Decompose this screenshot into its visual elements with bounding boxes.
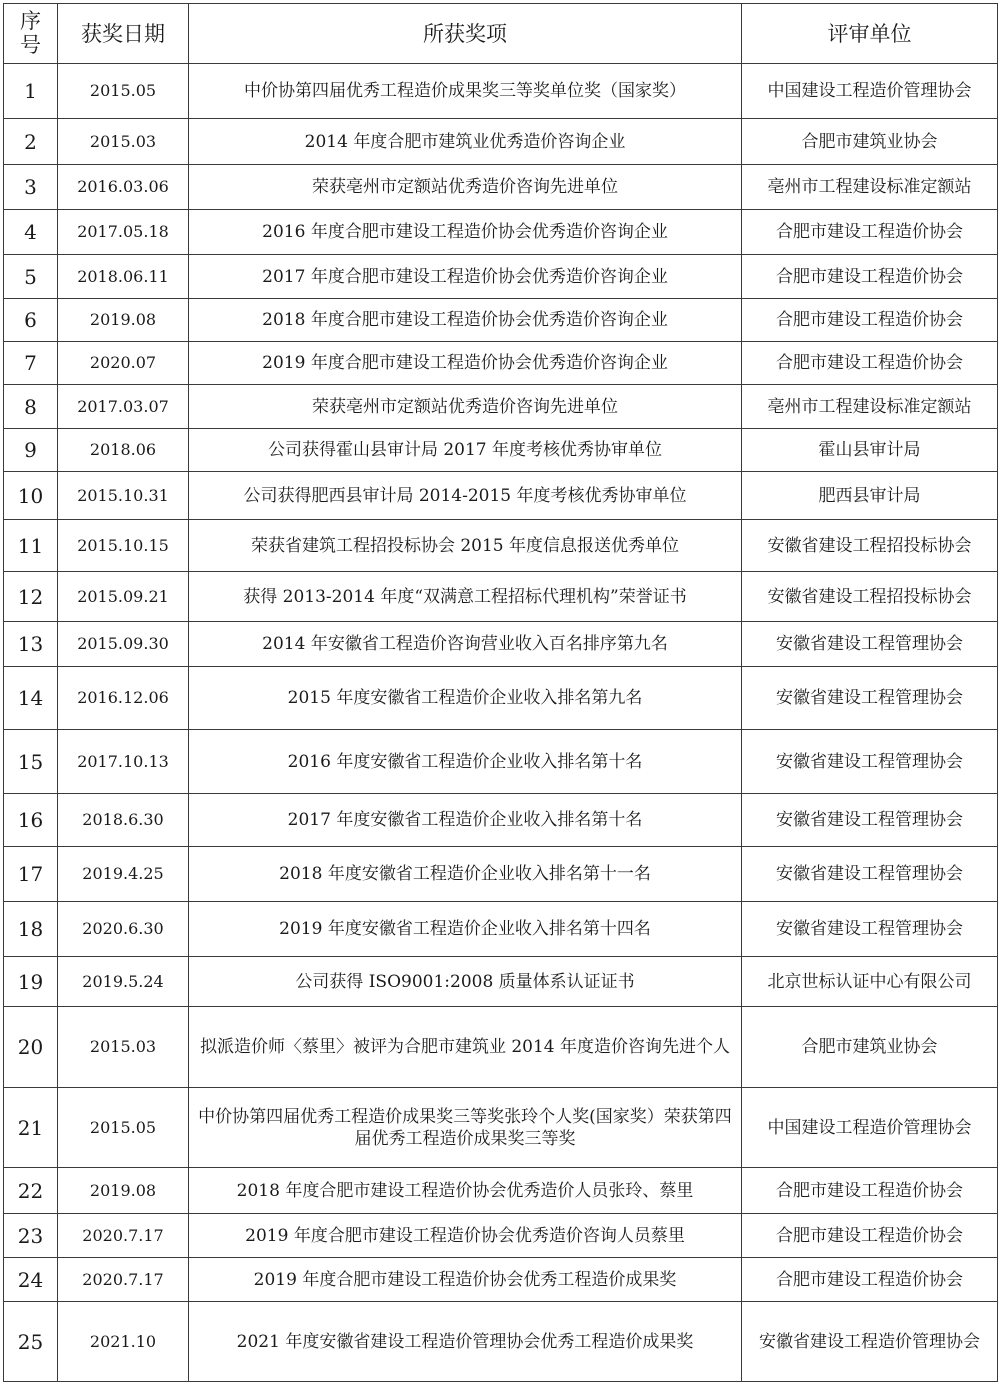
award-date: 2019.5.24 bbox=[58, 957, 189, 1007]
table-row bbox=[4, 667, 998, 730]
award-date: 2019.08 bbox=[58, 1168, 189, 1214]
row-number: 23 bbox=[4, 1214, 58, 1258]
award-name: 荣获省建筑工程招投标协会 2015 年度信息报送优秀单位 bbox=[189, 520, 742, 572]
table-row bbox=[4, 622, 998, 667]
award-date: 2017.05.18 bbox=[58, 210, 189, 255]
table-body bbox=[4, 64, 998, 1382]
award-name: 荣获亳州市定额站优秀造价咨询先进单位 bbox=[189, 165, 742, 210]
award-name: 2015 年度安徽省工程造价企业收入排名第九名 bbox=[189, 667, 742, 730]
award-date: 2021.10 bbox=[58, 1302, 189, 1382]
award-date: 2015.03 bbox=[58, 1007, 189, 1088]
award-name: 2019 年度合肥市建设工程造价协会优秀工程造价成果奖 bbox=[189, 1258, 742, 1302]
table-row bbox=[4, 119, 998, 165]
award-name: 2016 年度安徽省工程造价企业收入排名第十名 bbox=[189, 730, 742, 794]
header-award: 所获奖项 bbox=[189, 4, 742, 64]
table-row bbox=[4, 472, 998, 520]
award-name: 2014 年安徽省工程造价咨询营业收入百名排序第九名 bbox=[189, 622, 742, 667]
award-name: 2019 年度安徽省工程造价企业收入排名第十四名 bbox=[189, 902, 742, 957]
review-organization: 安徽省建设工程管理协会 bbox=[742, 794, 998, 847]
table-row bbox=[4, 255, 998, 299]
award-date: 2018.6.30 bbox=[58, 794, 189, 847]
review-organization: 合肥市建设工程造价协会 bbox=[742, 210, 998, 255]
review-organization: 合肥市建设工程造价协会 bbox=[742, 1214, 998, 1258]
table-row bbox=[4, 385, 998, 429]
award-date: 2017.10.13 bbox=[58, 730, 189, 794]
review-organization: 亳州市工程建设标准定额站 bbox=[742, 385, 998, 429]
awards-table bbox=[3, 3, 998, 1382]
award-name: 2014 年度合肥市建筑业优秀造价咨询企业 bbox=[189, 119, 742, 165]
award-date: 2015.10.15 bbox=[58, 520, 189, 572]
review-organization: 合肥市建设工程造价协会 bbox=[742, 299, 998, 342]
table-row bbox=[4, 1168, 998, 1214]
row-number: 11 bbox=[4, 520, 58, 572]
award-name: 中价协第四届优秀工程造价成果奖三等奖单位奖（国家奖） bbox=[189, 64, 742, 119]
table-row bbox=[4, 1088, 998, 1168]
review-organization: 合肥市建设工程造价协会 bbox=[742, 1258, 998, 1302]
review-organization: 合肥市建筑业协会 bbox=[742, 119, 998, 165]
award-name: 2017 年度合肥市建设工程造价协会优秀造价咨询企业 bbox=[189, 255, 742, 299]
table-row bbox=[4, 429, 998, 472]
row-number: 6 bbox=[4, 299, 58, 342]
review-organization: 合肥市建设工程造价协会 bbox=[742, 342, 998, 385]
header-no: 序号 bbox=[4, 4, 58, 64]
award-name: 公司获得霍山县审计局 2017 年度考核优秀协审单位 bbox=[189, 429, 742, 472]
table-row bbox=[4, 1007, 998, 1088]
header-date: 获奖日期 bbox=[58, 4, 189, 64]
award-date: 2016.12.06 bbox=[58, 667, 189, 730]
row-number: 19 bbox=[4, 957, 58, 1007]
award-date: 2019.4.25 bbox=[58, 847, 189, 902]
award-name: 荣获亳州市定额站优秀造价咨询先进单位 bbox=[189, 385, 742, 429]
review-organization: 合肥市建设工程造价协会 bbox=[742, 255, 998, 299]
review-organization: 安徽省建设工程管理协会 bbox=[742, 730, 998, 794]
review-organization: 安徽省建设工程造价管理协会 bbox=[742, 1302, 998, 1382]
award-date: 2016.03.06 bbox=[58, 165, 189, 210]
award-name: 公司获得肥西县审计局 2014-2015 年度考核优秀协审单位 bbox=[189, 472, 742, 520]
row-number: 7 bbox=[4, 342, 58, 385]
row-number: 21 bbox=[4, 1088, 58, 1168]
award-name: 2019 年度合肥市建设工程造价协会优秀造价咨询企业 bbox=[189, 342, 742, 385]
award-date: 2015.09.30 bbox=[58, 622, 189, 667]
award-date: 2020.07 bbox=[58, 342, 189, 385]
row-number: 10 bbox=[4, 472, 58, 520]
review-organization: 安徽省建设工程招投标协会 bbox=[742, 520, 998, 572]
row-number: 9 bbox=[4, 429, 58, 472]
award-name: 拟派造价师〈蔡里〉被评为合肥市建筑业 2014 年度造价咨询先进个人 bbox=[189, 1007, 742, 1088]
row-number: 14 bbox=[4, 667, 58, 730]
review-organization: 安徽省建设工程招投标协会 bbox=[742, 572, 998, 622]
award-name: 2021 年度安徽省建设工程造价管理协会优秀工程造价成果奖 bbox=[189, 1302, 742, 1382]
award-name: 2018 年度安徽省工程造价企业收入排名第十一名 bbox=[189, 847, 742, 902]
row-number: 12 bbox=[4, 572, 58, 622]
row-number: 8 bbox=[4, 385, 58, 429]
table-row bbox=[4, 1302, 998, 1382]
award-date: 2019.08 bbox=[58, 299, 189, 342]
header-org: 评审单位 bbox=[742, 4, 998, 64]
review-organization: 合肥市建设工程造价协会 bbox=[742, 1168, 998, 1214]
award-name: 2018 年度合肥市建设工程造价协会优秀造价人员张玲、蔡里 bbox=[189, 1168, 742, 1214]
table-row bbox=[4, 64, 998, 119]
award-date: 2015.09.21 bbox=[58, 572, 189, 622]
row-number: 15 bbox=[4, 730, 58, 794]
award-name: 中价协第四届优秀工程造价成果奖三等奖张玲个人奖(国家奖）荣获第四届优秀工程造价成果奖三等奖 bbox=[189, 1088, 742, 1168]
review-organization: 中国建设工程造价管理协会 bbox=[742, 1088, 998, 1168]
award-date: 2015.03 bbox=[58, 119, 189, 165]
row-number: 25 bbox=[4, 1302, 58, 1382]
table-row bbox=[4, 730, 998, 794]
row-number: 22 bbox=[4, 1168, 58, 1214]
row-number: 17 bbox=[4, 847, 58, 902]
award-name: 2016 年度合肥市建设工程造价协会优秀造价咨询企业 bbox=[189, 210, 742, 255]
award-date: 2020.7.17 bbox=[58, 1214, 189, 1258]
award-date: 2015.10.31 bbox=[58, 472, 189, 520]
table-row bbox=[4, 342, 998, 385]
table-row bbox=[4, 847, 998, 902]
award-date: 2018.06 bbox=[58, 429, 189, 472]
award-date: 2015.05 bbox=[58, 1088, 189, 1168]
table-row bbox=[4, 902, 998, 957]
row-number: 1 bbox=[4, 64, 58, 119]
table-row bbox=[4, 520, 998, 572]
review-organization: 安徽省建设工程管理协会 bbox=[742, 847, 998, 902]
row-number: 20 bbox=[4, 1007, 58, 1088]
review-organization: 安徽省建设工程管理协会 bbox=[742, 622, 998, 667]
table-row bbox=[4, 1258, 998, 1302]
award-date: 2018.06.11 bbox=[58, 255, 189, 299]
review-organization: 肥西县审计局 bbox=[742, 472, 998, 520]
row-number: 13 bbox=[4, 622, 58, 667]
row-number: 4 bbox=[4, 210, 58, 255]
review-organization: 安徽省建设工程管理协会 bbox=[742, 667, 998, 730]
row-number: 16 bbox=[4, 794, 58, 847]
row-number: 3 bbox=[4, 165, 58, 210]
review-organization: 霍山县审计局 bbox=[742, 429, 998, 472]
review-organization: 安徽省建设工程管理协会 bbox=[742, 902, 998, 957]
table-row bbox=[4, 210, 998, 255]
table-row bbox=[4, 165, 998, 210]
review-organization: 中国建设工程造价管理协会 bbox=[742, 64, 998, 119]
table-row bbox=[4, 957, 998, 1007]
award-name: 公司获得 ISO9001:2008 质量体系认证证书 bbox=[189, 957, 742, 1007]
review-organization: 北京世标认证中心有限公司 bbox=[742, 957, 998, 1007]
header-row bbox=[4, 4, 998, 64]
review-organization: 合肥市建筑业协会 bbox=[742, 1007, 998, 1088]
award-date: 2020.7.17 bbox=[58, 1258, 189, 1302]
table-row bbox=[4, 572, 998, 622]
award-date: 2020.6.30 bbox=[58, 902, 189, 957]
table-row bbox=[4, 794, 998, 847]
review-organization: 亳州市工程建设标准定额站 bbox=[742, 165, 998, 210]
award-date: 2015.05 bbox=[58, 64, 189, 119]
award-name: 2018 年度合肥市建设工程造价协会优秀造价咨询企业 bbox=[189, 299, 742, 342]
award-name: 2019 年度合肥市建设工程造价协会优秀造价咨询人员蔡里 bbox=[189, 1214, 742, 1258]
award-name: 2017 年度安徽省工程造价企业收入排名第十名 bbox=[189, 794, 742, 847]
award-name: 获得 2013-2014 年度“双满意工程招标代理机构”荣誉证书 bbox=[189, 572, 742, 622]
table-row bbox=[4, 1214, 998, 1258]
award-date: 2017.03.07 bbox=[58, 385, 189, 429]
row-number: 24 bbox=[4, 1258, 58, 1302]
row-number: 2 bbox=[4, 119, 58, 165]
table-row bbox=[4, 299, 998, 342]
row-number: 5 bbox=[4, 255, 58, 299]
row-number: 18 bbox=[4, 902, 58, 957]
